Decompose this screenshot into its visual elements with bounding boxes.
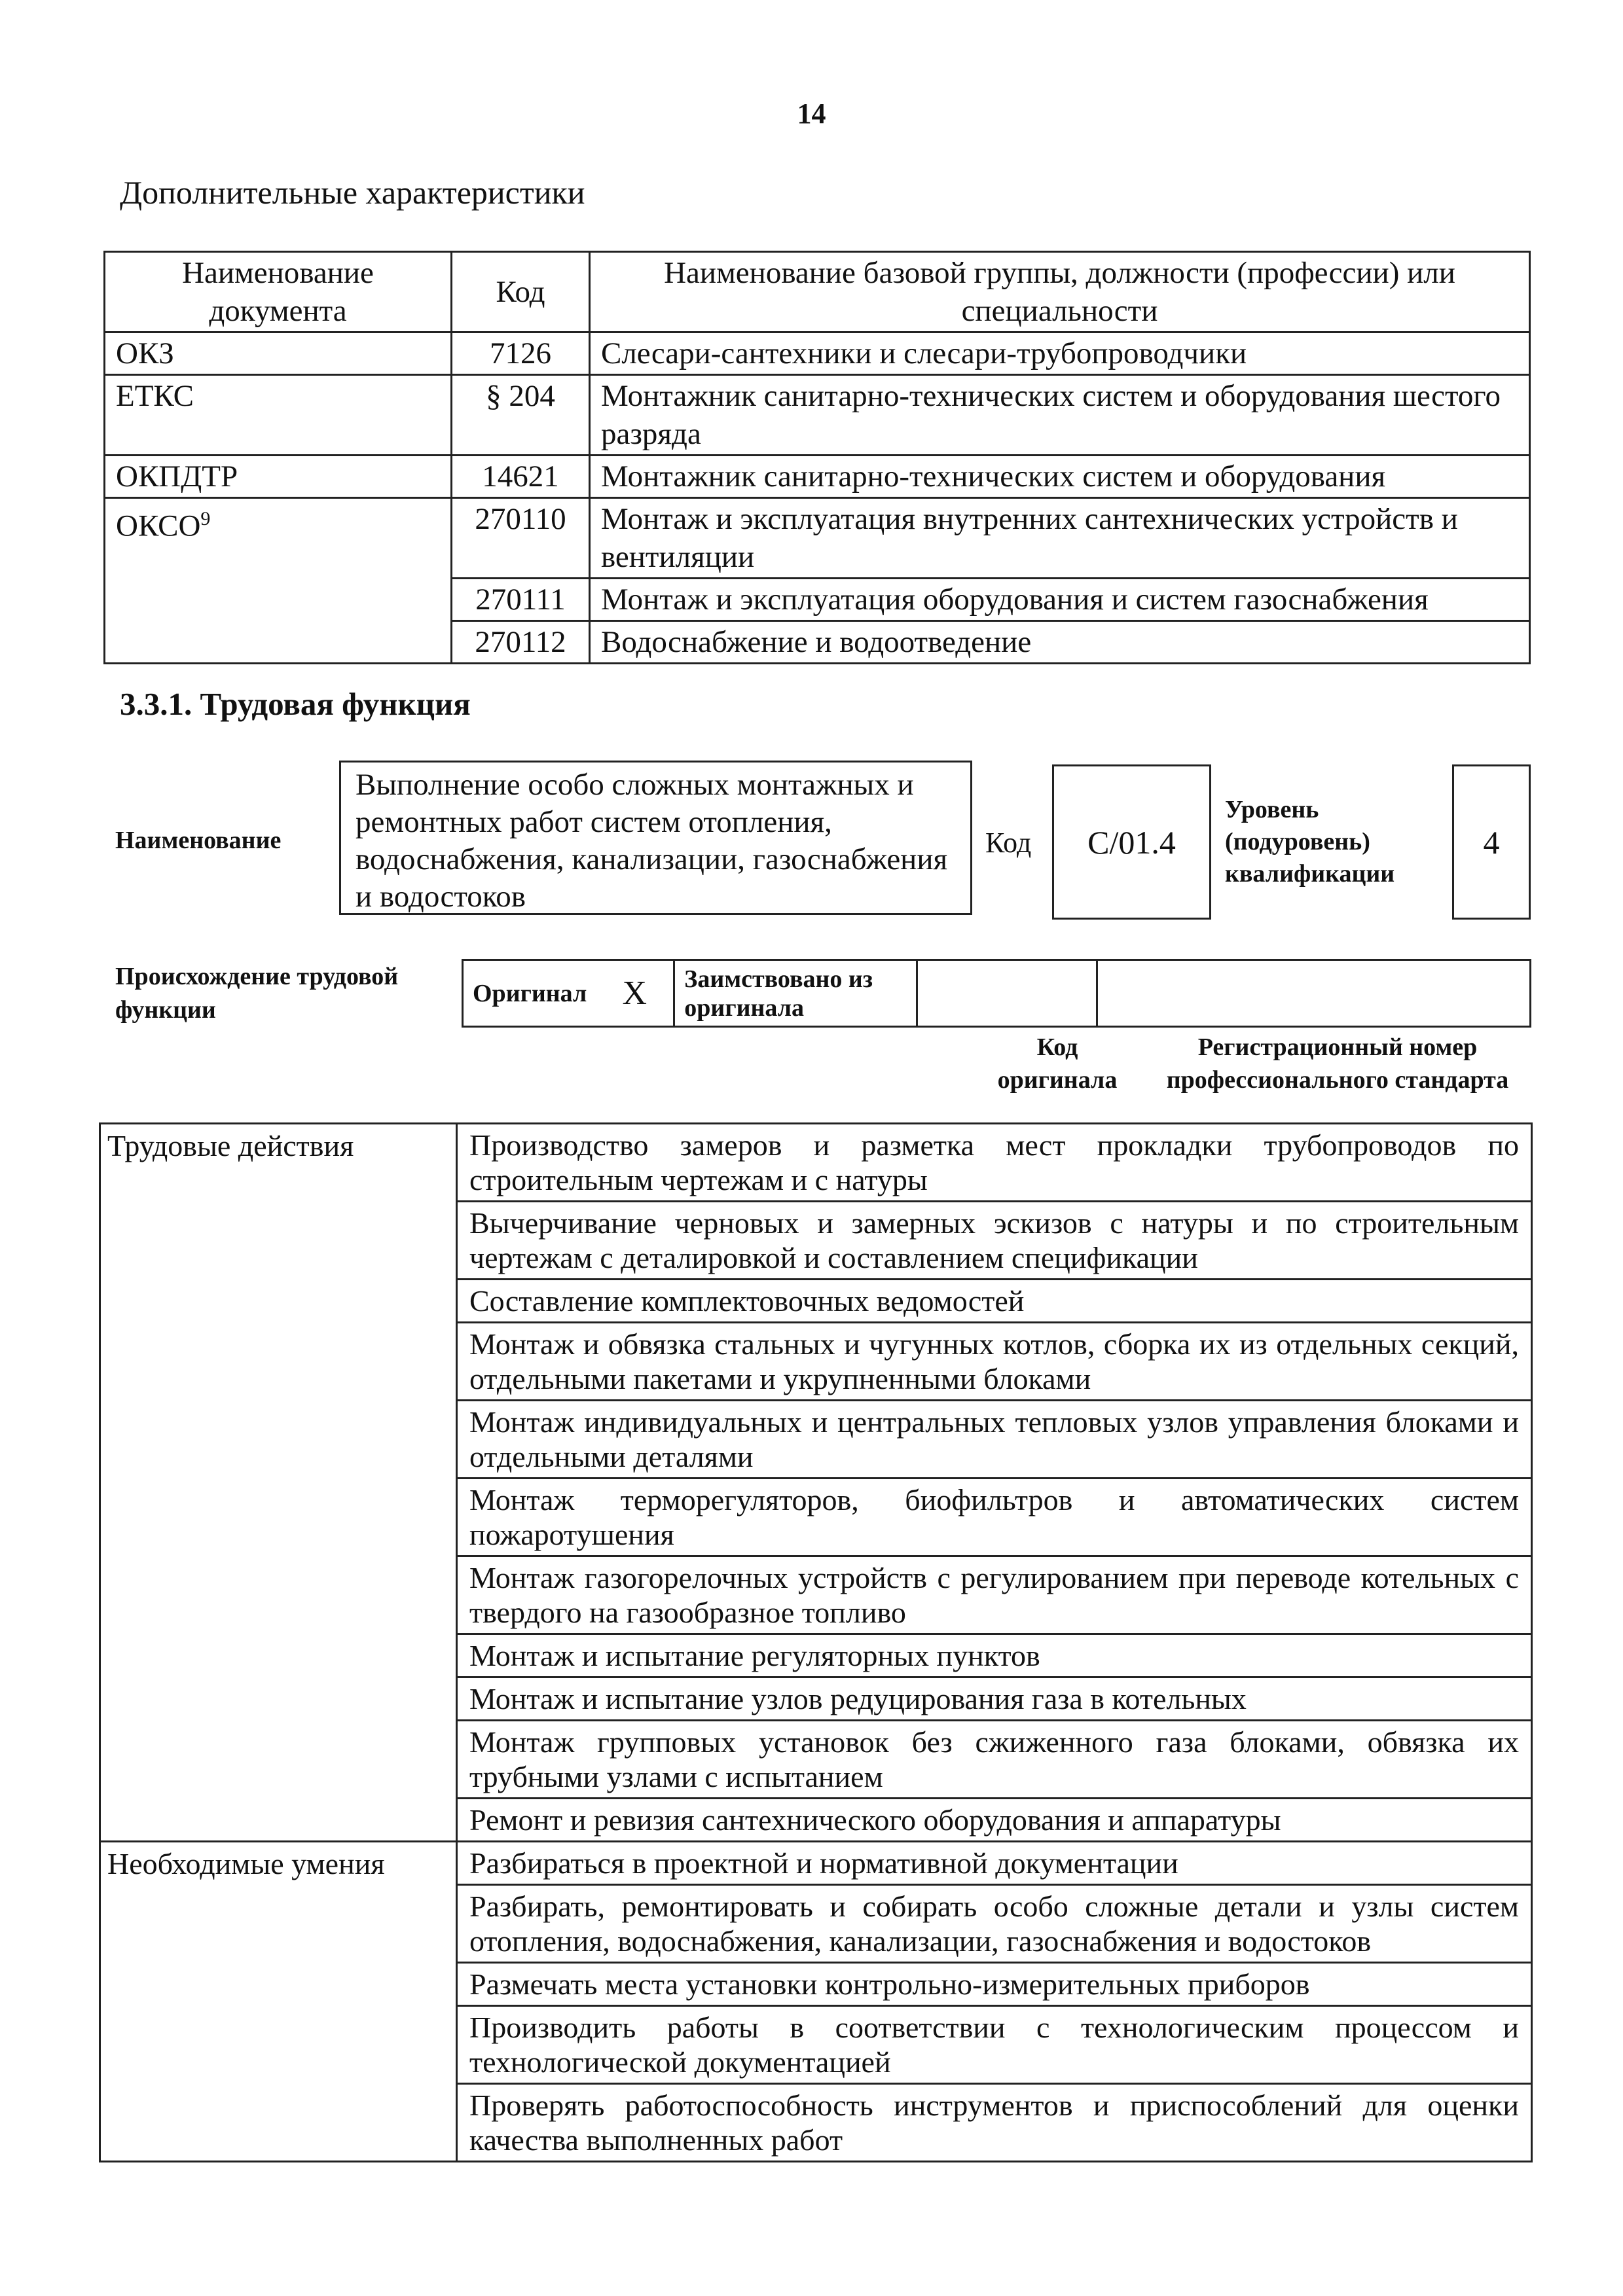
labor-action-item: Составление комплектовочных ведомостей [457, 1280, 1532, 1323]
labor-action-item: Монтаж групповых установок без сжиженного газа блоками, обвязка их трубными узлами с испытанием [457, 1721, 1532, 1799]
additional-characteristics-title: Дополнительные характеристики [120, 174, 585, 211]
qualification-level-box: 4 [1452, 764, 1531, 920]
name-cell: Водоснабжение и водоотведение [590, 621, 1530, 664]
registration-number-cell [1097, 960, 1531, 1027]
code-cell: 14621 [452, 456, 590, 498]
header-document-name: Наименование документа [105, 252, 452, 332]
labor-action-item: Производство замеров и разметка мест прокладки трубопроводов по строительным чертежам и с натуры [457, 1124, 1532, 1202]
name-cell: Монтажник санитарно-технических систем и оборудования [590, 456, 1530, 498]
labor-action-item: Монтаж индивидуальных и центральных тепловых узлов управления блоками и отдельными деталями [457, 1401, 1532, 1479]
qualification-level-label: Уровень (подуровень) квалификации [1225, 796, 1395, 888]
original-mark: X [596, 960, 674, 1027]
doc-cell: ЕТКС [105, 375, 452, 456]
origin-label: Происхождение трудовой функции [115, 963, 399, 1024]
labor-action-item: Монтаж и обвязка стальных и чугунных котлов, сборка их из отдельных секций, отдельными пакетами и укрупненными блоками [457, 1323, 1532, 1401]
original-code-caption: Код оригинала [997, 1033, 1118, 1094]
origin-table [462, 959, 1531, 1028]
code-label: Код [985, 827, 1032, 859]
table-row [105, 375, 1530, 456]
name-label: Наименование [115, 827, 282, 854]
labor-action-item: Монтаж и испытание узлов редуцирования газа в котельных [457, 1677, 1532, 1721]
skill-item: Размечать места установки контрольно-измерительных приборов [457, 1963, 1532, 2006]
header-code: Код [452, 252, 590, 332]
table-header-row [105, 252, 1530, 332]
code-cell: 270112 [452, 621, 590, 664]
code-box: C/01.4 [1052, 764, 1211, 920]
name-cell: Монтаж и эксплуатация оборудования и систем газоснабжения [590, 579, 1530, 621]
labor-actions-label: Трудовые действия [100, 1124, 457, 1842]
skill-item: Разбирать, ремонтировать и собирать особо сложные детали и узлы систем отопления, водоснабжения, канализации, газоснабжения и водостоков [457, 1885, 1532, 1963]
borrowed-label: Заимствовано из оригинала [674, 960, 917, 1027]
code-cell: 7126 [452, 332, 590, 375]
code-cell: 270111 [452, 579, 590, 621]
labor-action-item: Монтаж газогорелочных устройств с регулированием при переводе котельных с твердого на газообразное топливо [457, 1556, 1532, 1634]
labor-function-table [99, 1122, 1533, 2162]
required-skills-label: Необходимые умения [100, 1842, 457, 2162]
header-base-group-name: Наименование базовой группы, должности (профессии) или специальности [590, 252, 1530, 332]
doc-cell: ОКЗ [105, 332, 452, 375]
code-cell: § 204 [452, 375, 590, 456]
labor-action-item: Монтаж и испытание регуляторных пунктов [457, 1634, 1532, 1677]
name-cell: Монтажник санитарно-технических систем и оборудования шестого разряда [590, 375, 1530, 456]
section-heading: 3.3.1. Трудовая функция [120, 686, 471, 722]
skill-item: Производить работы в соответствии с технологическим процессом и технологической документацией [457, 2006, 1532, 2084]
table-row [105, 498, 1530, 579]
labor-action-item: Вычерчивание черновых и замерных эскизов с натуры и по строительным чертежам с деталировкой и составлением спецификации [457, 1202, 1532, 1280]
additional-characteristics-table [103, 251, 1531, 664]
doc-cell [105, 498, 452, 664]
table-row [105, 456, 1530, 498]
original-code-cell [917, 960, 1097, 1027]
labor-action-item: Ремонт и ревизия сантехнического оборудования и аппаратуры [457, 1799, 1532, 1842]
labor-action-item: Монтаж терморегуляторов, биофильтров и автоматических систем пожаротушения [457, 1479, 1532, 1556]
okso-label: ОКСО [116, 509, 201, 543]
name-cell: Слесари-сантехники и слесари-трубопроводчики [590, 332, 1530, 375]
footnote-ref: 9 [200, 508, 211, 529]
table-row [105, 332, 1530, 375]
doc-cell: ОКПДТР [105, 456, 452, 498]
table-row [100, 1124, 1532, 1202]
code-cell: 270110 [452, 498, 590, 579]
page-number: 14 [797, 98, 826, 130]
name-cell: Монтаж и эксплуатация внутренних сантехнических устройств и вентиляции [590, 498, 1530, 579]
skill-item: Разбираться в проектной и нормативной документации [457, 1842, 1532, 1885]
original-label: Оригинал [463, 960, 596, 1027]
function-name-box: Выполнение особо сложных монтажных и ремонтных работ систем отопления, водоснабжения, канализации, газоснабжения и водостоков [339, 761, 972, 915]
skill-item: Проверять работоспособность инструментов и приспособлений для оценки качества выполненных работ [457, 2084, 1532, 2162]
registration-number-caption: Регистрационный номер профессионального стандарта [1166, 1033, 1509, 1094]
table-row [100, 1842, 1532, 1885]
